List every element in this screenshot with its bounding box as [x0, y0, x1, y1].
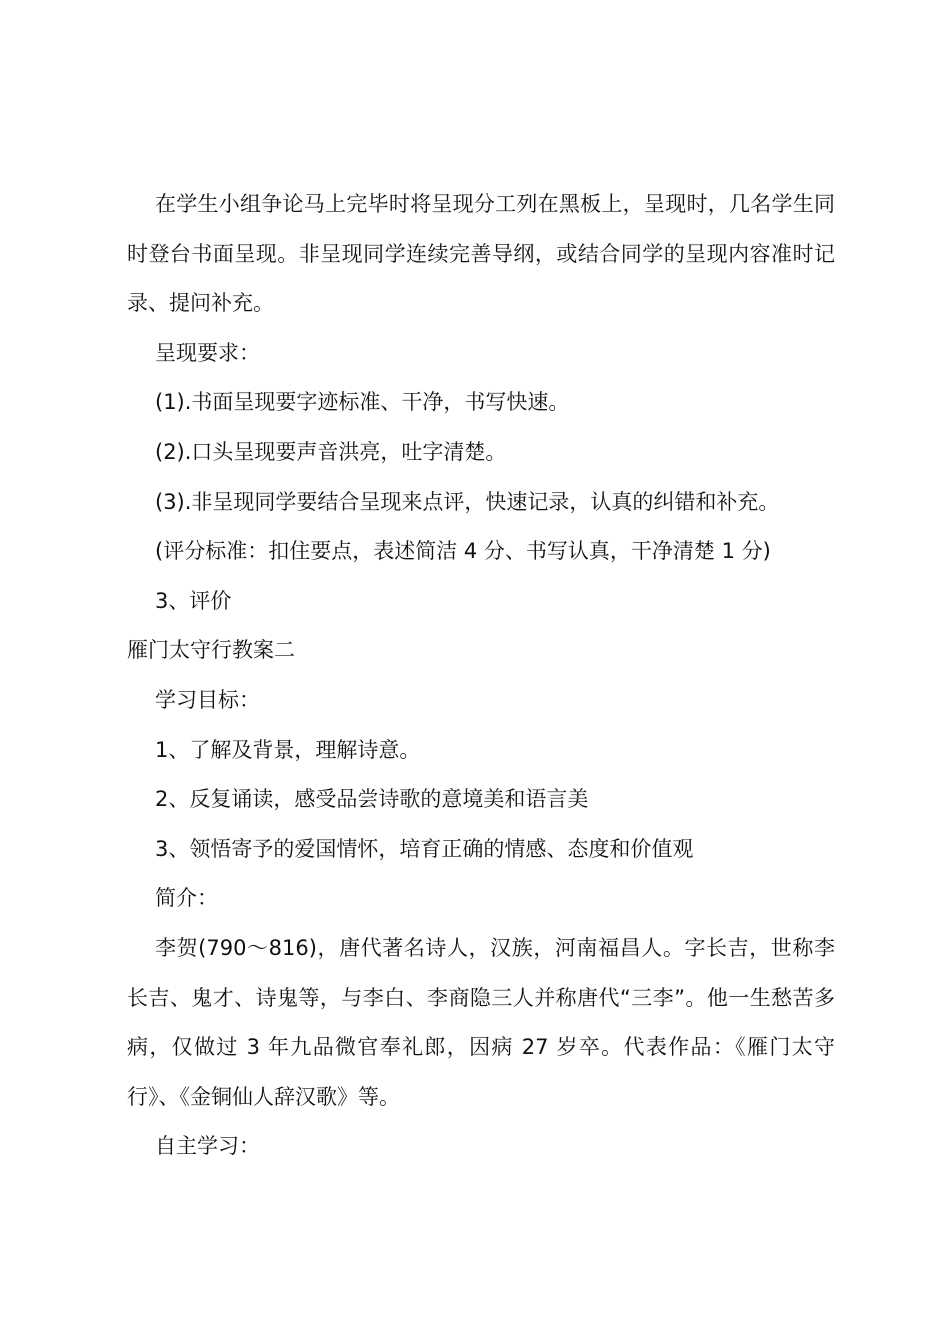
paragraph-presentation-intro: 在学生小组争论马上完毕时将呈现分工列在黑板上，呈现时，几名学生同时登台书面呈现。非呈现同学连续完善导纲，或结合同学的呈现内容准时记录、提问补充。 — [127, 192, 835, 316]
paragraph-author-bio: 李贺(790～816)，唐代著名诗人，汉族，河南福昌人。字长吉，世称李长吉、鬼才、诗鬼等，与李白、李商隐三人并称唐代“三李”。他一生愁苦多病，仅做过 3 年九品微官奉礼郎，因病 27 岁卒。代表作品：《雁门太守行》、《金铜仙人辞汉歌》等。 — [127, 935, 835, 1109]
document-body — [127, 180, 835, 1172]
paragraph-evaluation: 3、评价 — [155, 588, 232, 613]
paragraph-requirement-2: (2).口头呈现要声音洪亮，吐字清楚。 — [155, 439, 507, 464]
paragraph-requirement-3: (3).非呈现同学要结合呈现来点评，快速记录，认真的纠错和补充。 — [155, 489, 780, 514]
paragraph-scoring-standard: (评分标准：扣住要点，表述简洁 4 分、书写认真，干净清楚 1 分) — [155, 539, 771, 564]
section-heading-lesson-plan-2: 雁门太守行教案二 — [127, 638, 295, 663]
paragraph-goal-3: 3、领悟寄予的爱国情怀，培育正确的情感、态度和价值观 — [155, 836, 694, 861]
paragraph-introduction-heading: 简介： — [155, 886, 218, 911]
paragraph-goal-2: 2、反复诵读，感受品尝诗歌的意境美和语言美 — [155, 787, 589, 812]
paragraph-learning-goals: 学习目标： — [155, 687, 260, 712]
paragraph-presentation-requirements: 呈现要求： — [155, 340, 260, 365]
paragraph-requirement-1: (1).书面呈现要字迹标准、干净，书写快速。 — [155, 390, 570, 415]
paragraph-self-study: 自主学习： — [155, 1134, 260, 1159]
paragraph-goal-1: 1、了解及背景，理解诗意。 — [155, 737, 421, 762]
